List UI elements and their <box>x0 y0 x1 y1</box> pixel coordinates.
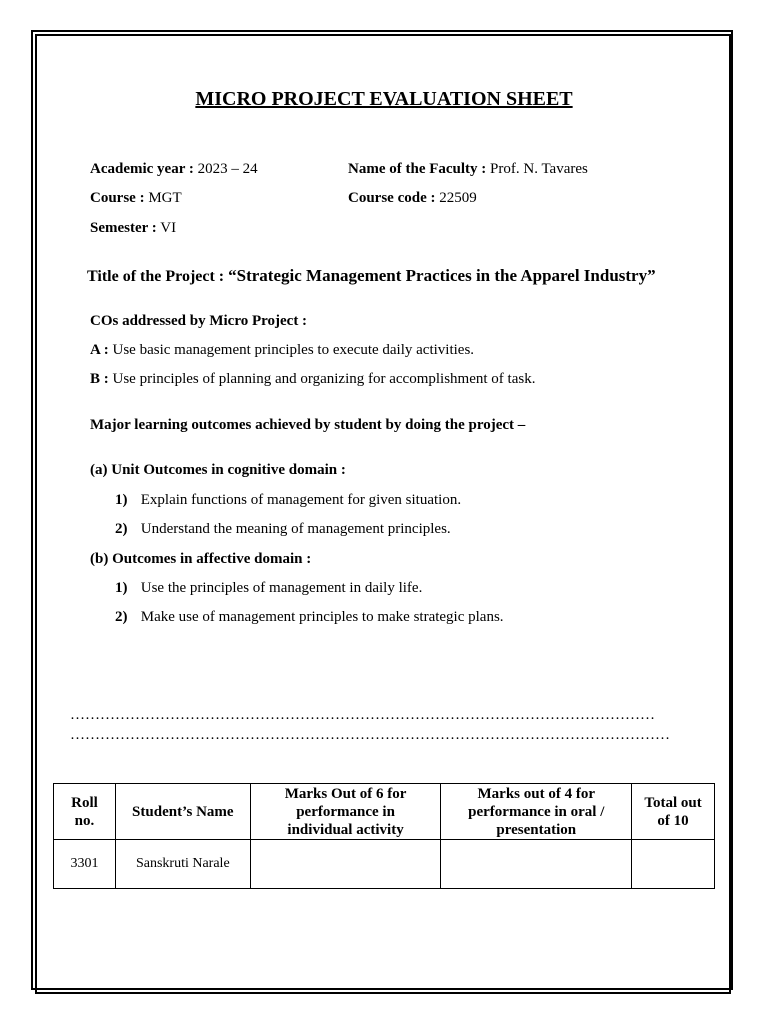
cell-marks4 <box>441 840 632 889</box>
header-marks6-line1: Marks Out of 6 for <box>284 785 407 802</box>
page-title: MICRO PROJECT EVALUATION SHEET <box>195 88 573 110</box>
item-number: 1) <box>115 580 128 596</box>
header-roll <box>54 784 116 840</box>
co-text: Use basic management principles to execute daily activities. <box>112 342 475 358</box>
table-header-row <box>54 784 715 840</box>
project-title: “Strategic Management Practices in the Apparel Industry” <box>228 266 656 285</box>
course-code-label: Course code : <box>348 190 436 206</box>
semester-label: Semester : <box>90 220 157 236</box>
item-text: Use the principles of management in daily life. <box>140 580 423 596</box>
header-total-line2: of 10 <box>657 812 689 829</box>
course-value: MGT <box>148 190 182 206</box>
co-text: Use principles of planning and organizing for accomplishment of task. <box>112 371 536 387</box>
header-marks6-line3: individual activity <box>287 821 404 838</box>
academic-year-value: 2023 – 24 <box>197 161 258 177</box>
header-name: Student’s Name <box>115 784 250 840</box>
marks-table <box>53 783 715 889</box>
dotted-line-2: ………………………………………………………………………………………………………… <box>70 727 670 743</box>
header-marks4-line2: performance in oral / <box>468 803 605 820</box>
header-roll-line2: no. <box>74 812 95 829</box>
header-marks4 <box>441 784 632 840</box>
item-number: 2) <box>115 521 128 537</box>
header-marks6 <box>250 784 441 840</box>
course-code-value: 22509 <box>439 190 477 206</box>
semester-value: VI <box>160 220 177 236</box>
header-marks4-line3: presentation <box>496 821 577 838</box>
faculty-value: Prof. N. Tavares <box>490 161 588 177</box>
cell-total <box>632 840 715 889</box>
item-text: Explain functions of management for given situation. <box>140 492 462 508</box>
item-number: 1) <box>115 492 128 508</box>
co-key: A : <box>90 342 109 358</box>
cell-roll: 3301 <box>54 840 116 889</box>
cognitive-item-1 <box>115 492 461 509</box>
semester <box>90 220 176 237</box>
affective-heading: (b) Outcomes in affective domain : <box>90 551 312 567</box>
co-item-a <box>90 342 474 359</box>
header-total <box>632 784 715 840</box>
project-title-label: Title of the Project : <box>87 268 225 285</box>
faculty <box>348 161 588 178</box>
outcomes-heading: Major learning outcomes achieved by student by doing the project – <box>90 417 526 433</box>
cos-heading: COs addressed by Micro Project : <box>90 313 308 329</box>
course <box>90 190 182 207</box>
academic-year-label: Academic year : <box>90 161 194 177</box>
cell-marks6 <box>250 840 441 889</box>
course-code <box>348 190 477 207</box>
table-row <box>54 840 715 889</box>
item-text: Understand the meaning of management principles. <box>140 521 451 537</box>
item-text: Make use of management principles to make strategic plans. <box>140 609 504 625</box>
header-roll-line1: Roll <box>71 794 98 811</box>
faculty-label: Name of the Faculty : <box>348 161 487 177</box>
co-key: B : <box>90 371 109 387</box>
header-marks6-line2: performance in <box>296 803 395 820</box>
cell-name: Sanskruti Narale <box>115 840 250 889</box>
course-label: Course : <box>90 190 145 206</box>
cognitive-item-2 <box>115 521 451 538</box>
project-title-line <box>87 266 656 286</box>
cognitive-heading: (a) Unit Outcomes in cognitive domain : <box>90 462 346 478</box>
header-total-line1: Total out <box>644 794 702 811</box>
affective-item-2 <box>115 609 504 626</box>
dotted-line-1: ……………………………………………………………………………………………………… <box>70 707 655 723</box>
co-item-b <box>90 371 535 388</box>
affective-item-1 <box>115 580 422 597</box>
academic-year <box>90 161 258 178</box>
item-number: 2) <box>115 609 128 625</box>
header-marks4-line1: Marks out of 4 for <box>477 785 595 802</box>
